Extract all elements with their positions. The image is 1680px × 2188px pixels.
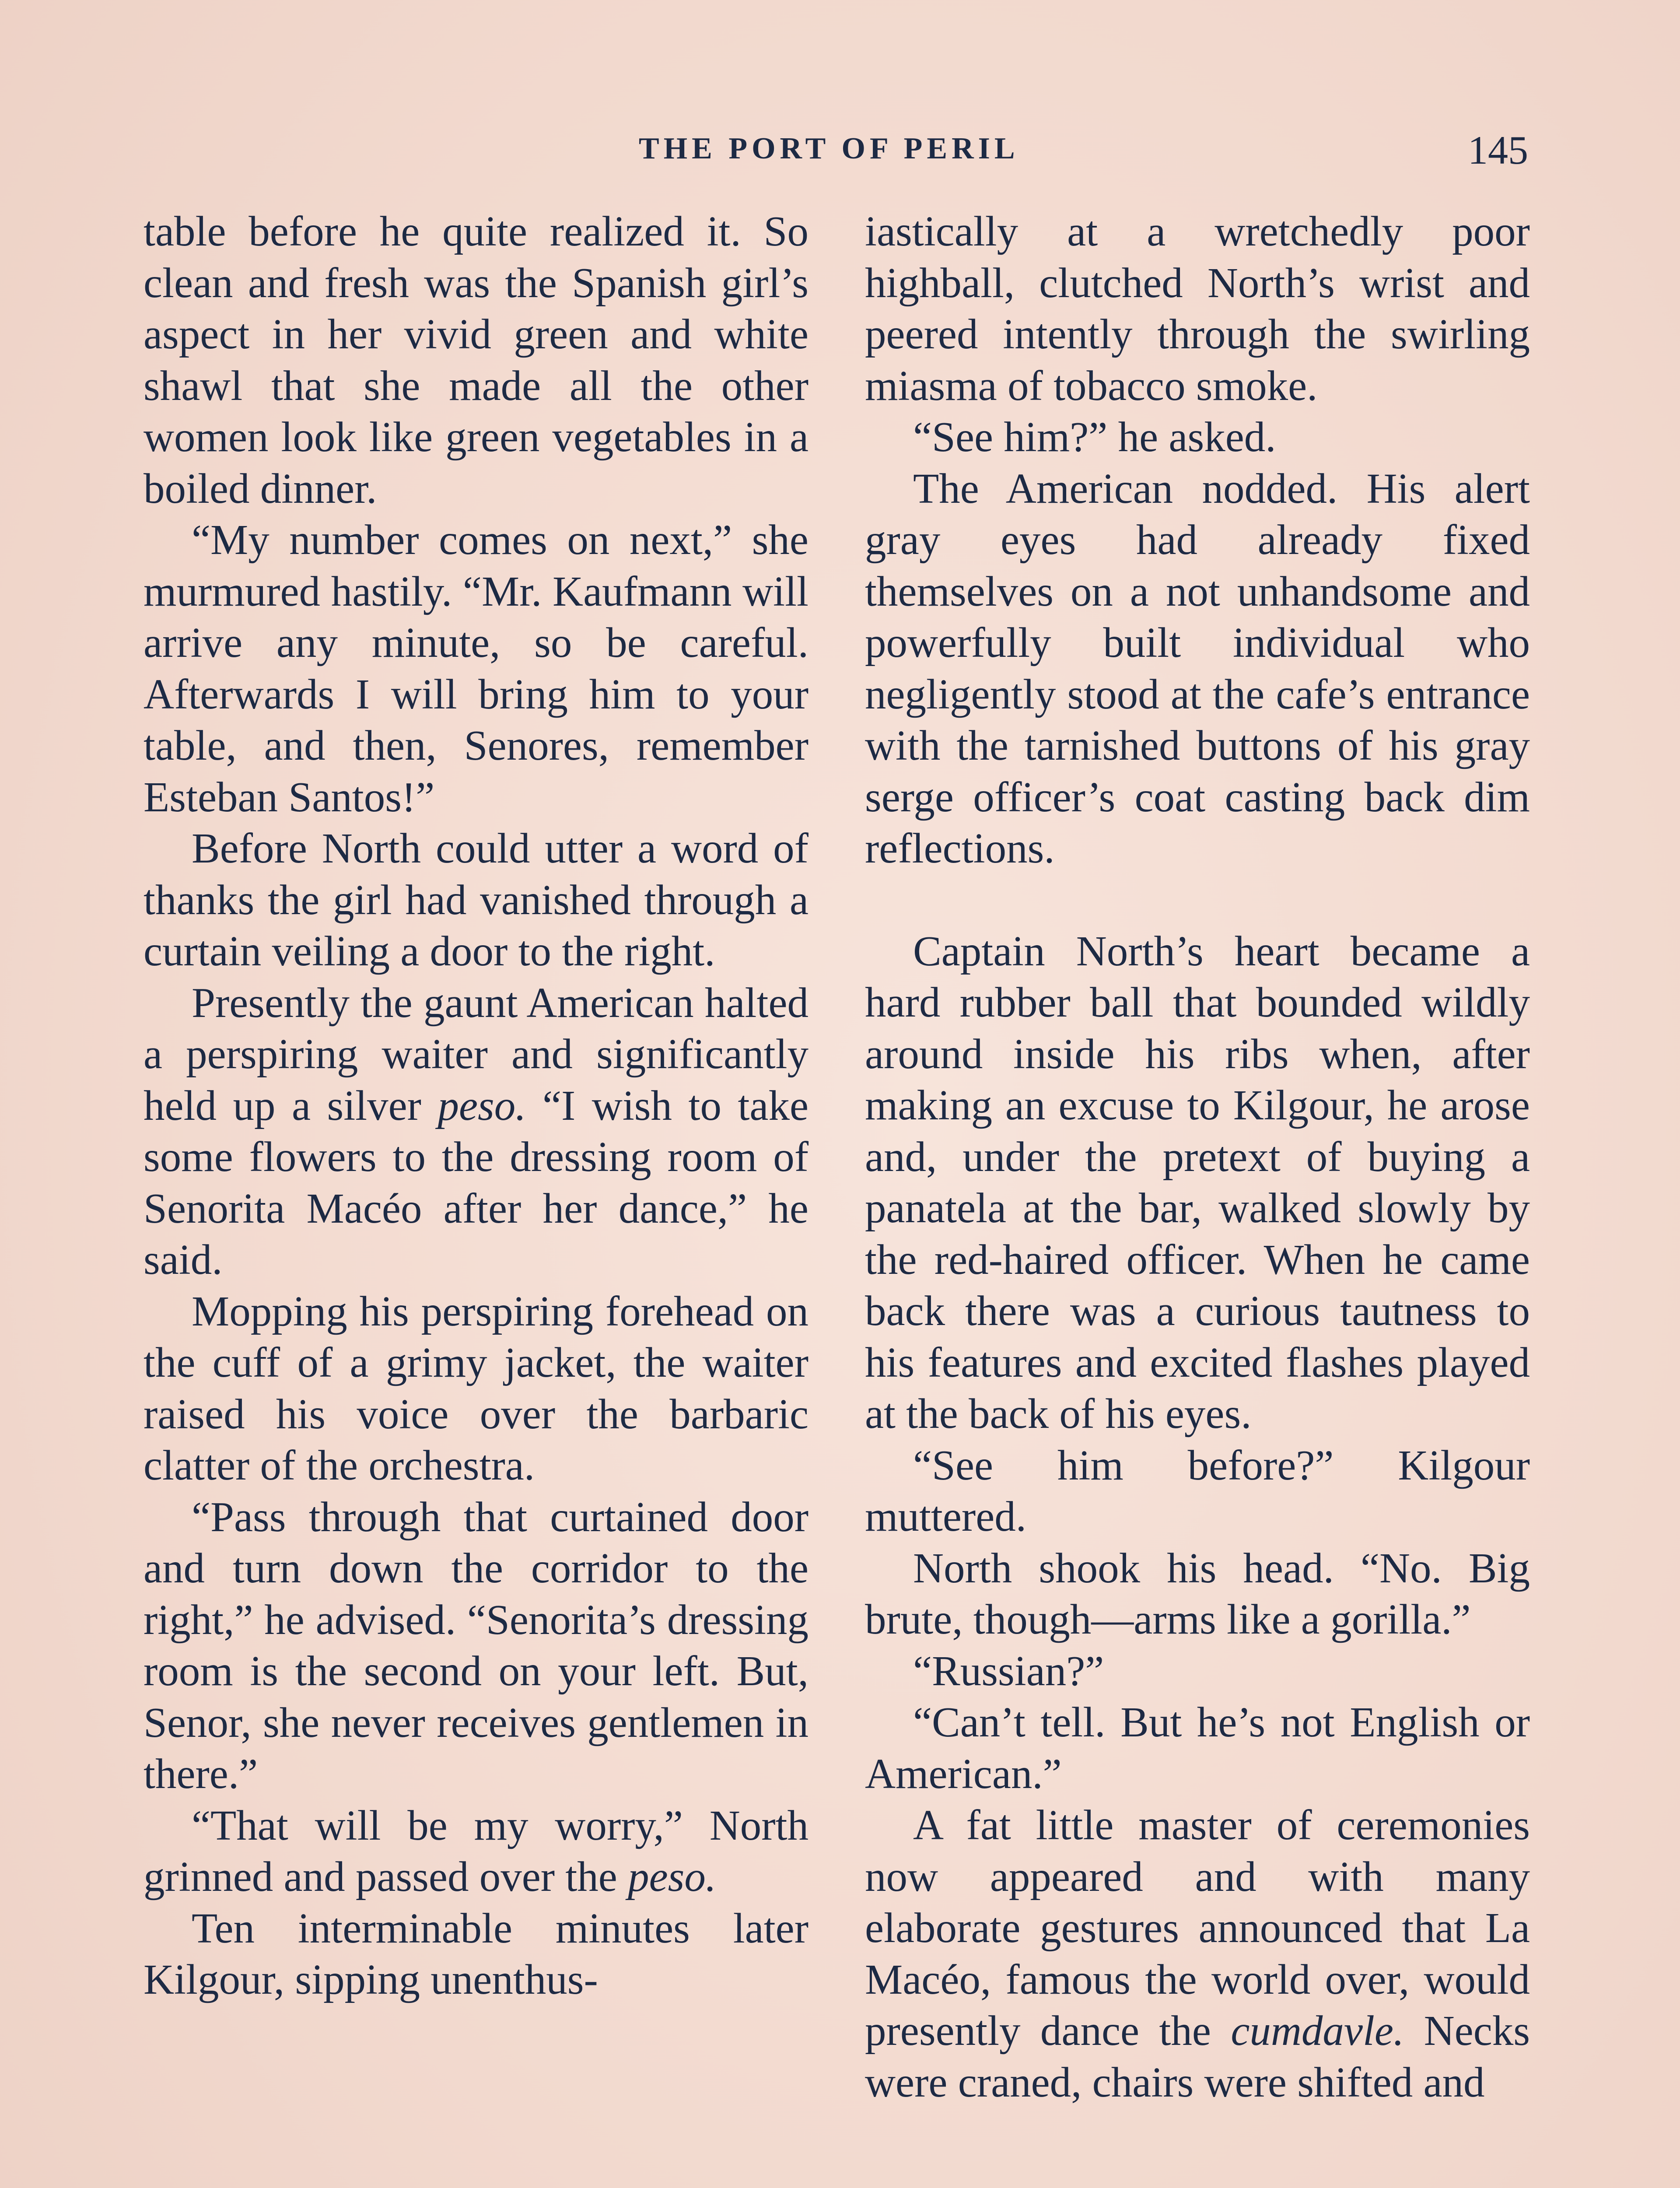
paragraph: table before he quite realized it. So clean and fresh was the Spanish girl’s aspect in her vivid green and white shawl that she made all the other women look like green vegetables in a boiled dinner. [144,208,808,512]
paragraph-text: Presently the gaunt American halted a perspiring waiter and significantly held up a silver peso. “I wish to take some flowers to the dressing room of Senorita Macéo after her dance,” he said. [144,979,809,1283]
italic-term: cumdavle. [1231,2007,1404,2054]
paragraph-text: “That will be my worry,” North grinned and passed over the peso. [144,1802,808,1900]
paragraph: “My number comes on next,” she murmured hastily. “Mr. Kaufmann will arrive any minute, so be careful. Afterwards I will bring him to your table, and then, Senores, remember Esteban Santos!” [144,516,808,820]
paragraph [865,1799,1530,2108]
paragraph: Mopping his perspiring forehead on the cuff of a grimy jacket, the waiter raised his voice over the barbaric clatter of the orchestra. [144,1287,808,1489]
paragraph: Captain North’s heart became a hard rubber ball that bounded wildly around inside his ribs when, after making an excuse to Kilgour, he arose and, under the pretext of buying a panatela at the bar, walked slowly by the red-haired officer. When he came back there was a curious tautness to his features and excited flashes played at the back of his eyes. [865,927,1530,1437]
paragraph: The American nodded. His alert gray eyes had already fixed themselves on a not unhandsome and powerfully built individual who negligently stood at the cafe’s entrance with the tarnished buttons of his gray serge officer’s coat casting back dim reflections. [865,465,1530,872]
italic-term: peso. [438,1082,526,1129]
paragraph: “Can’t tell. But he’s not English or American.” [865,1699,1530,1797]
running-title: THE PORT OF PERIL [639,132,1019,165]
paragraph: Ten interminable minutes later Kilgour, sipping unenthus- [144,1904,808,2003]
paragraph: North shook his head. “No. Big brute, though—arms like a gorilla.” [865,1544,1530,1643]
left-text-column [144,206,808,2006]
section-break [865,874,1530,926]
page-number: 145 [1468,128,1528,172]
paragraph [144,1800,808,1903]
paragraph: “Russian?” [913,1647,1104,1694]
right-text-column [865,206,1530,2108]
paragraph: “Pass through that curtained door and turn down the corridor to the right,” he advised. “Senorita’s dressing room is the second on your left. But, Senor, she never receives gentlemen in there.” [144,1493,808,1797]
paragraph-text: A fat little master of ceremonies now appeared and with many elaborate gestures announced that La Macéo, famous the world over, would presently dance the cumdavle. Necks were craned, chairs were shifted and [865,1802,1530,2106]
paragraph: “See him?” he asked. [913,414,1276,460]
paragraph: “See him before?” Kilgour muttered. [865,1441,1530,1540]
paragraph [144,977,808,1286]
italic-term: peso. [628,1853,717,1900]
paragraph: Before North could utter a word of thanks the girl had vanished through a curtain veiling a door to the right. [144,825,808,975]
paragraph: iastically at a wretchedly poor highball, clutched North’s wrist and peered intently through the swirling miasma of tobacco smoke. [865,208,1530,409]
